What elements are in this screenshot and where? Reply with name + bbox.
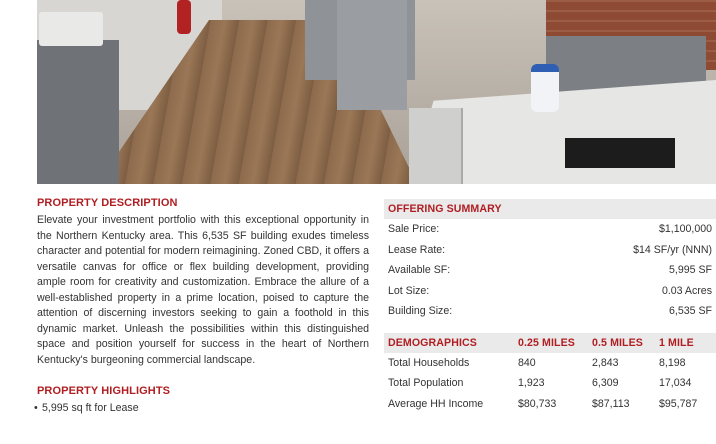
- offering-value: $14 SF/yr (NNN): [633, 243, 712, 256]
- demographics-label: Total Population: [388, 377, 464, 390]
- offering-value: 0.03 Acres: [661, 284, 712, 297]
- demographics-header: [384, 333, 716, 353]
- photo-extinguisher: [177, 0, 191, 34]
- offering-row: [384, 301, 716, 322]
- offering-value: 6,535 SF: [669, 305, 712, 318]
- offering-label: Available SF:: [388, 264, 451, 277]
- demographics-value: 6,309: [592, 377, 619, 390]
- demographics-value: 8,198: [659, 356, 686, 369]
- demographics-label: Average HH Income: [388, 397, 484, 410]
- demographics-label: Total Households: [388, 356, 470, 369]
- property-description-text: Elevate your investment portfolio with this exceptional opportunity in the Northern Kentucky area. This 6,535 SF building exudes timeless character and potential for modern reimagining. Zoned CBD, it offers a versatile canvas for office or flex building development, providing ample room for creativity and customization. Embrace the allure of a well-established property in a prime location, poised to capture the attention of discerning investors seeking to gain a foothold in this dynamic market. Unleash the possibilities within this distinguished space and position yourself for success in the heart of Northern Kentucky's burgeoning commercial landscape.: [37, 214, 369, 366]
- photo-wipes: [531, 64, 559, 112]
- demographics-row: [384, 394, 716, 415]
- offering-label: Lease Rate:: [388, 243, 446, 256]
- offering-summary-title: OFFERING SUMMARY: [388, 203, 502, 215]
- demographics-value: $80,733: [518, 397, 557, 410]
- offering-summary-header: [384, 199, 716, 219]
- demographics-value: 1,923: [518, 377, 545, 390]
- offering-label: Lot Size:: [388, 284, 430, 297]
- highlight-item: • 5,995 sq ft for Lease: [37, 401, 369, 416]
- photo-drawer: [409, 108, 463, 184]
- offering-row: [384, 219, 716, 240]
- demographics-col-header: 0.25 MILES: [518, 336, 575, 349]
- offering-label: Sale Price:: [388, 223, 440, 236]
- photo-printer: [39, 12, 103, 46]
- demographics-value: $87,113: [592, 397, 630, 410]
- demographics-col-header: 0.5 MILES: [592, 336, 643, 349]
- demographics-value: 17,034: [659, 377, 692, 390]
- demographics-value: $95,787: [659, 397, 698, 410]
- photo-tray: [565, 138, 675, 168]
- demographics-row: [384, 373, 716, 394]
- demographics-table: [384, 333, 716, 415]
- demographics-row: [384, 353, 716, 374]
- offering-label: Building Size:: [388, 305, 453, 318]
- right-column: [384, 199, 716, 414]
- demographics-value: 2,843: [592, 356, 619, 369]
- offering-row: [384, 281, 716, 302]
- demographics-col-header: 1 MILE: [659, 336, 694, 349]
- offering-row: [384, 260, 716, 281]
- photo-counter: [37, 40, 119, 184]
- property-photo: [37, 0, 716, 184]
- property-description-title: PROPERTY DESCRIPTION: [37, 197, 178, 209]
- left-column: [37, 197, 369, 427]
- demographics-title: DEMOGRAPHICS: [388, 336, 477, 349]
- property-highlights-title: PROPERTY HIGHLIGHTS: [37, 385, 171, 397]
- demographics-value: 840: [518, 356, 536, 369]
- offering-value: 5,995 SF: [669, 264, 712, 277]
- offering-row: [384, 240, 716, 261]
- offering-value: $1,100,000: [658, 223, 712, 236]
- highlights-list: [37, 401, 369, 416]
- photo-cubicle-panel: [337, 0, 407, 110]
